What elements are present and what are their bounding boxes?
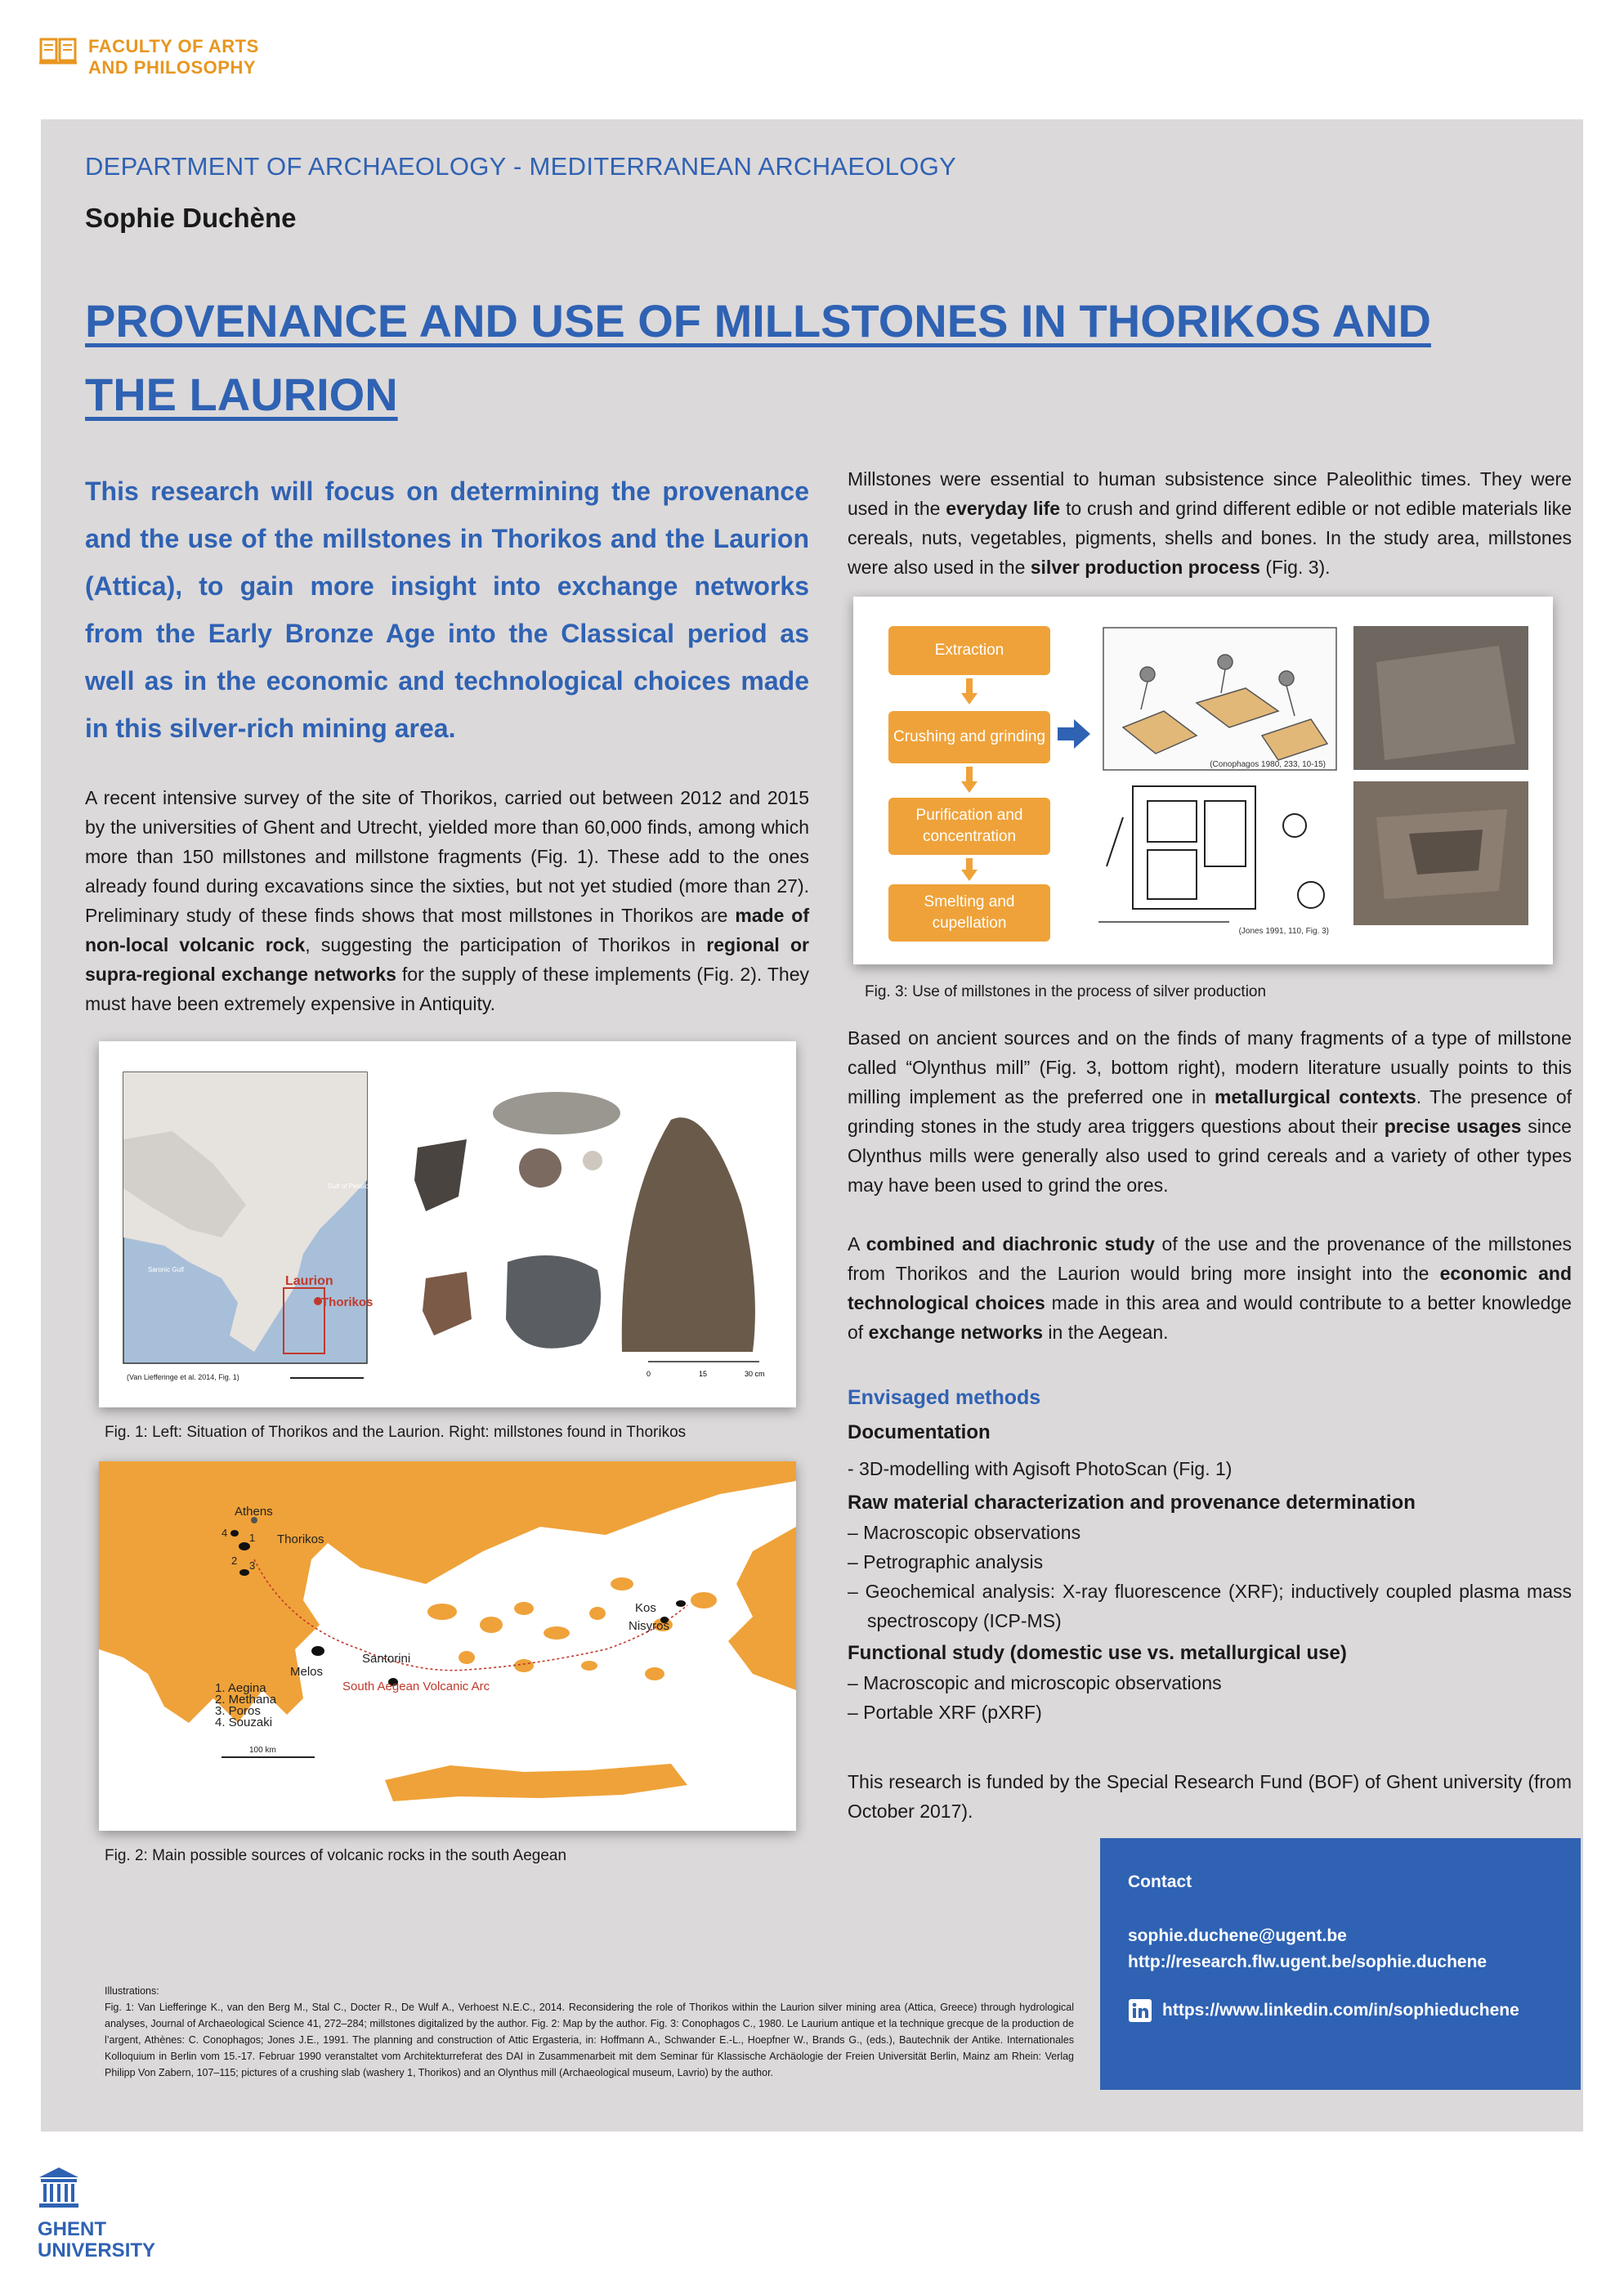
map-credit: (Van Liefferinge et al. 2014, Fig. 1): [127, 1373, 239, 1381]
flow-step-purification: Purification and concentration: [888, 798, 1050, 855]
millstone-oval: [493, 1092, 620, 1134]
figure-1-graphics: [99, 1041, 796, 1407]
functional-item: – Portable XRF (pXRF): [848, 1702, 1042, 1723]
faculty-logo: [39, 36, 259, 78]
contact-linkedin-row[interactable]: [1128, 1998, 1519, 2023]
figure-2: [99, 1461, 796, 1831]
flow-step-smelting: Smelting and cupellation: [888, 884, 1050, 942]
documentation-item: - 3D-modelling with Agisoft PhotoScan (Fig. 1): [848, 1458, 1233, 1479]
credit-top: (Conophagos 1980, 233, 10-15): [1210, 760, 1326, 769]
figure-3-caption: Fig. 3: Use of millstones in the process of silver production: [865, 983, 1267, 1000]
place-kos: Kos: [635, 1601, 656, 1615]
marker-2: 2: [231, 1555, 238, 1567]
scale-15: 15: [699, 1370, 708, 1378]
raw-item: – Petrographic analysis: [848, 1551, 1044, 1572]
poster-title: PROVENANCE AND USE OF MILLSTONES IN THORIKOS AND THE LAURION: [85, 295, 1431, 420]
scale-0: 0: [646, 1370, 651, 1378]
map-label-thorikos: Thorikos: [321, 1295, 374, 1309]
contact-website-link[interactable]: http://research.flw.ugent.be/sophie.duchene: [1128, 1953, 1488, 1971]
millstone-fragment-3: [423, 1272, 472, 1335]
map-label-gulf-petalioi: Gulf of Petalioi: [328, 1183, 371, 1190]
functional-item: – Macroscopic and microscopic observations: [848, 1672, 1222, 1693]
study-aim-paragraph: A combined and diachronic study of the use and the provenance of the millstones from Thorikos and the Laurion would bring more insight into the economic and technological choices made in this area and would contribute to a better knowledge of exchange networks in the Aegean.: [848, 1233, 1572, 1343]
turkey-coast: [728, 1527, 796, 1690]
figure-3-graphics: [853, 597, 1553, 964]
legend-item-3: 3. Poros: [215, 1704, 261, 1718]
figure-1-caption: Fig. 1: Left: Situation of Thorikos and the Laurion. Right: millstones found in Thorikos: [105, 1424, 687, 1441]
legend-item-2: 2. Methana: [215, 1693, 277, 1707]
legend-item-1: 1. Aegina: [215, 1681, 266, 1695]
olynthus-paragraph: Based on ancient sources and on the finds of many fragments of a type of millstone called “Olynthus mill” (Fig. 3, bottom right), modern literature usually points to this milling implement as the preferred one in metallurgical contexts. The presence of grinding stones in the study area triggers questions about their precise usages since Olynthus mills were generally also used to grind cereals and a variety of other types may have been used to grind the ores.: [848, 1027, 1573, 1196]
ghent-university-logo: [38, 2166, 155, 2261]
millstone-cone: [622, 1117, 755, 1352]
figure-2-caption: Fig. 2: Main possible sources of volcanic rocks in the south Aegean: [105, 1847, 567, 1864]
place-santorini: Santorini: [362, 1652, 411, 1666]
intro-statement: This research will focus on determining the provenance and the use of the millstones in Thorikos and the Laurion (Attica), to gain more insight into exchange networks from the Early Bronze Age into the Classical period as well as in the economic and technological choices made in this silver-rich mining area.: [85, 476, 809, 743]
marker-1: 1: [249, 1532, 256, 1544]
figure-2-graphics: [99, 1461, 796, 1831]
contact-heading: Contact: [1128, 1872, 1192, 1891]
place-melos: Melos: [290, 1665, 324, 1679]
legend-item-4: 4. Souzaki: [215, 1716, 273, 1729]
functional-heading: Functional study (domestic use vs. metallurgical use): [848, 1642, 1347, 1664]
references-label: Illustrations:: [105, 1985, 159, 1997]
contact-box: [1100, 1838, 1581, 2090]
contact-email-link[interactable]: sophie.duchene@ugent.be: [1128, 1926, 1347, 1945]
map-label-saronic-gulf: Saronic Gulf: [148, 1266, 185, 1273]
faculty-name-line1: FACULTY OF ARTS: [88, 36, 259, 56]
millstone-ball: [583, 1151, 602, 1170]
millstone-grey: [506, 1255, 601, 1349]
contact-linkedin-link[interactable]: https://www.linkedin.com/in/sophieduchene: [1162, 2001, 1519, 2020]
marker-4: 4: [221, 1527, 228, 1539]
volcanic-arc-label: South Aegean Volcanic Arc: [342, 1680, 490, 1693]
crushing-drawing: [1103, 628, 1336, 770]
raw-material-heading: Raw material characterization and provenance determination: [848, 1492, 1416, 1514]
scale-30: 30 cm: [745, 1370, 765, 1378]
ghent-university-logo-icon: [38, 2166, 80, 2210]
map-label-laurion: Laurion: [285, 1274, 333, 1288]
references: [105, 1983, 1074, 2081]
university-name-line2: UNIVERSITY: [38, 2239, 156, 2261]
marker-3: 3: [249, 1559, 256, 1572]
methods-section: [848, 1386, 1572, 1727]
book-icon: [39, 36, 77, 65]
place-nisyros: Nisyros: [629, 1619, 670, 1633]
linkedin-icon: [1128, 1998, 1152, 2023]
credit-bottom: (Jones 1991, 110, Fig. 3): [1238, 927, 1329, 936]
department-heading: DEPARTMENT OF ARCHAEOLOGY - MEDITERRANEAN ARCHAEOLOGY: [85, 152, 957, 181]
millstone-fragment-1: [414, 1139, 467, 1211]
place-athens: Athens: [235, 1505, 273, 1519]
arrow-right-icon: [1058, 719, 1090, 749]
map-scale-label: 100 km: [249, 1746, 276, 1755]
documentation-heading: Documentation: [848, 1421, 991, 1443]
author-name: Sophie Duchène: [85, 203, 297, 233]
figure-1: [99, 1041, 796, 1407]
faculty-name-line2: AND PHILOSOPHY: [88, 57, 257, 78]
millstone-fragment-2: [519, 1148, 561, 1188]
methods-heading: Envisaged methods: [848, 1386, 1041, 1409]
millstone-use-paragraph: Millstones were essential to human subsistence since Paleolithic times. They were used in the everyday life to crush and grind different edible or not edible materials like cereals, nuts, vegetables, pigments, shells and bones. In the study area, millstones were also used in the silver production process (Fig. 3).: [848, 468, 1573, 578]
crete: [385, 1764, 687, 1801]
place-thorikos: Thorikos: [277, 1532, 324, 1546]
flow-step-extraction: Extraction: [888, 626, 1050, 675]
survey-paragraph: A recent intensive survey of the site of Thorikos, carried out between 2012 and 2015 by the universities of Ghent and Utrecht, yielded more than 60,000 finds, among which more than 150 millstones and millstone fragments (Fig. 1). These add to the ones already found during excavations since the sixties, but not yet studied (more than 27). Preliminary study of these finds shows that most millstones in Thorikos are made of non-local volcanic rock, suggesting the participation of Thorikos in regional or supra-regional exchange networks for the supply of these implements (Fig. 2). They must have been extremely expensive in Antiquity.: [85, 787, 809, 1014]
university-name-line1: GHENT: [38, 2218, 106, 2240]
ergasterion-plan-drawing: [1107, 786, 1324, 909]
funding-note: This research is funded by the Special Research Fund (BOF) of Ghent university (from October 2017).: [848, 1771, 1572, 1822]
flow-step-crushing: Crushing and grinding: [888, 711, 1050, 763]
raw-item: – Macroscopic observations: [848, 1522, 1081, 1543]
figure-3: [853, 597, 1553, 964]
raw-item: – Geochemical analysis: X-ray fluorescence (XRF); inductively coupled plasma mass spectroscopy (ICP-MS): [848, 1581, 1572, 1631]
references-text: Fig. 1: Van Liefferinge K., van den Berg M., Stal C., Docter R., De Wulf A., Verhoest N.E.C., 2014. Reconsidering the role of Thorikos within the Laurion silver mining area (Attica, Greece) through hydrological analyses, Journal of Archaeological Science 41, 272–284; millstones digitalized by the author. Fig. 2: Map by the author. Fig. 3: Conophagos C., 1980. Le Laurium antique et la technique grecque de la production de l’argent, Athènes: C. Conophagos; Jones J.E., 1991. The planning and construction of Attic Ergasteria, in: Hoffmann A., Schwander E.-L., Hoepfner W., Brands G., (eds.), Bautechnik der Antike. Internationales Kolloquium in Berlin vom 15.-17. Februar 1990 veranstaltet vom Architekturreferat des DAI in Zusammenarbeit mit dem Seminar für Klassische Archäologie der Freien Universität Berlin, Mainz am Rhein: Verlag Philipp Von Zabern, 107–115; pictures of a crushing slab (washery 1, Thorikos) and an Olynthus mill (Archaeological museum, Lavrio) by the author.: [105, 2002, 1074, 2078]
